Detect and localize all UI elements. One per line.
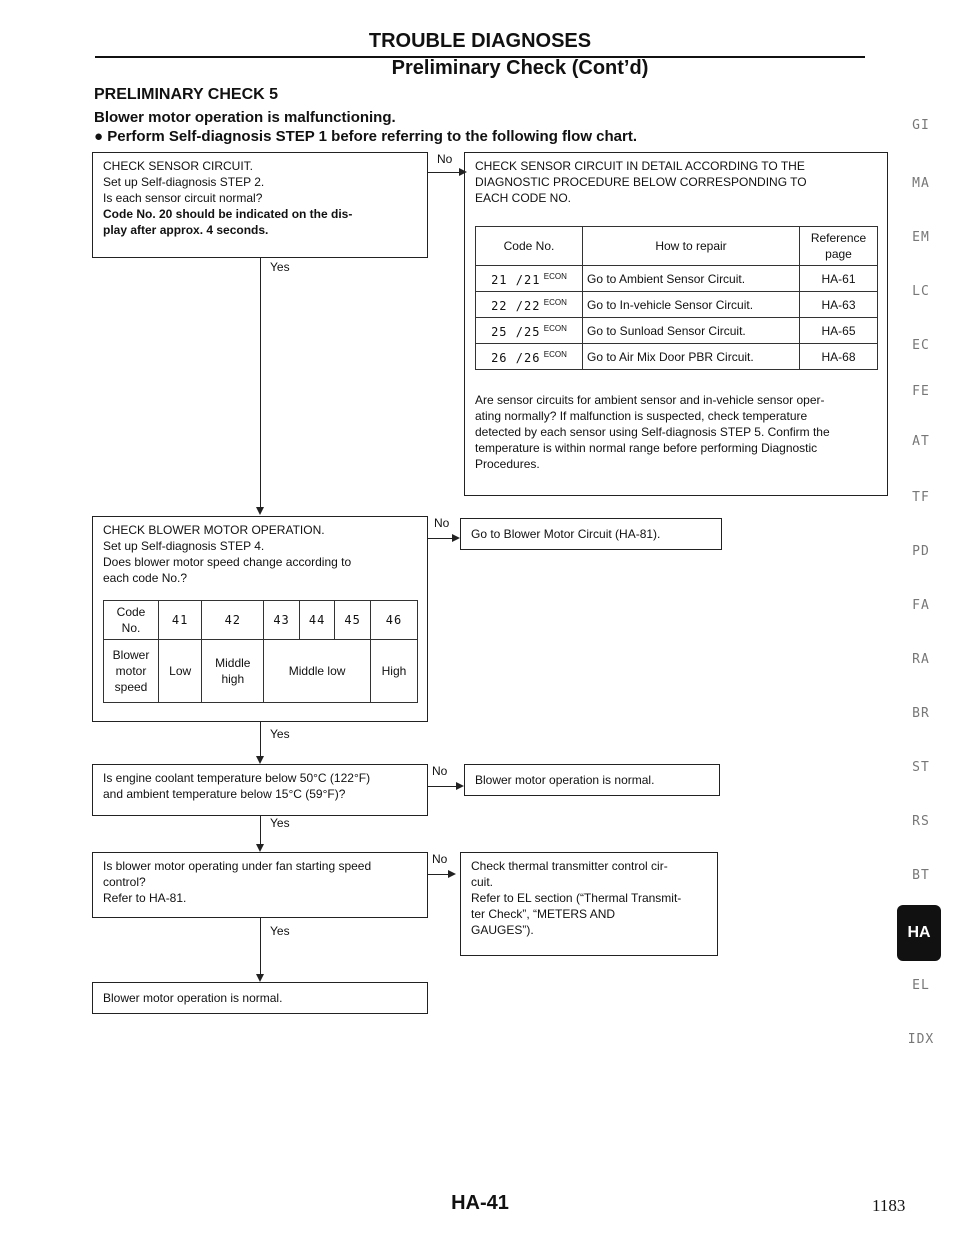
yes-label-4: Yes — [270, 924, 290, 938]
sidebar-tab-st[interactable]: ST — [912, 760, 930, 775]
connector — [260, 722, 261, 758]
intro-line-1: Blower motor operation is malfunctioning. — [94, 109, 396, 126]
connector — [428, 172, 460, 173]
yes-label-2: Yes — [270, 727, 290, 741]
sidebar-tab-fe[interactable]: FE — [912, 384, 930, 399]
sensor-detail-box: CHECK SENSOR CIRCUIT IN DETAIL ACCORDING TO THE DIAGNOSTIC PROCEDURE BELOW CORRESPONDING TO EACH CODE NO. Code No. How to repair Reference page 21 /21 $^{ECON}$ Go to Ambient Sensor Circuit. HA-61 22 /22 $^{ECON}$ Go to In-vehicle Sensor Circuit. HA-63 25 /25 $^{ECON}$ Go to Sunload Sensor Circuit. HA-65 26 /26 $^{ECON}$ Go to Air Mix Door PBR Circuit. HA-68 Are sensor circuits for ambient sensor and in-vehicle sensor oper- ating normally? If malfunction is suspected, check temperature detected by each sensor using Self-diagnosis STEP 5. Confirm the temperature is within normal range before performing Diagnostic Procedures. — [464, 152, 888, 496]
sidebar-tab-fa[interactable]: FA — [912, 598, 930, 613]
sidebar-tab-tf[interactable]: TF — [912, 490, 930, 505]
arrow-right-icon — [448, 870, 456, 878]
arrow-down-icon — [256, 844, 264, 852]
fan-start-control-box: Is blower motor operating under fan starting speed control? Refer to HA-81. — [92, 852, 428, 918]
normal-operation-box-2: Blower motor operation is normal. — [92, 982, 428, 1014]
header-subtitle: Preliminary Check (Cont’d) — [391, 57, 649, 79]
table-row: 22 /22 $^{ECON}$ Go to In-vehicle Sensor Circuit. HA-63 — [476, 292, 878, 318]
table-row: 25 /25 $^{ECON}$ Go to Sunload Sensor Circuit. HA-65 — [476, 318, 878, 344]
sidebar-tab-pd[interactable]: PD — [912, 544, 930, 559]
arrow-right-icon — [456, 782, 464, 790]
header-title: TROUBLE DIAGNOSES — [368, 30, 592, 52]
sidebar-tab-lc[interactable]: LC — [912, 284, 930, 299]
yes-label-1: Yes — [270, 260, 290, 274]
connector — [428, 538, 454, 539]
no-label-2: No — [434, 516, 450, 530]
blower-circuit-box: Go to Blower Motor Circuit (HA-81). — [460, 518, 722, 550]
arrow-down-icon — [256, 756, 264, 764]
intro-line-2: ● Perform Self-diagnosis STEP 1 before referring to the following flow chart. — [94, 128, 638, 145]
sidebar-tab-em[interactable]: EM — [912, 230, 930, 245]
normal-operation-box-1: Blower motor operation is normal. — [464, 764, 720, 796]
connector — [260, 816, 261, 846]
sidebar-tab-gi[interactable]: GI — [912, 118, 930, 133]
page-number: 1183 — [872, 1196, 906, 1215]
page-code: HA-41 — [451, 1192, 509, 1214]
sidebar-tab-rs[interactable]: RS — [912, 814, 930, 829]
sidebar-tab-idx[interactable]: IDX — [907, 1032, 935, 1047]
check-blower-motor-box: CHECK BLOWER MOTOR OPERATION. Set up Self-diagnosis STEP 4. Does blower motor speed change according to each code No.? Code No. 41 42 43 44 45 46 Blower motor speed Low Middle high Middle low High — [92, 516, 428, 722]
sidebar-tab-ec[interactable]: EC — [912, 338, 930, 353]
connector — [428, 874, 450, 875]
yes-label-3: Yes — [270, 816, 290, 830]
no-label-4: No — [432, 852, 448, 866]
sidebar-tab-bt[interactable]: BT — [912, 868, 930, 883]
connector — [260, 918, 261, 976]
arrow-down-icon — [256, 507, 264, 515]
sidebar-tab-el[interactable]: EL — [912, 978, 930, 993]
blower-speed-table: Code No. 41 42 43 44 45 46 Blower motor speed Low Middle high Middle low High — [103, 600, 418, 703]
coolant-temp-box: Is engine coolant temperature below 50°C (122°F) and ambient temperature below 15°C (59°F)? — [92, 764, 428, 816]
sidebar-tab-br[interactable]: BR — [912, 706, 930, 721]
thermal-transmitter-box: Check thermal transmitter control cir- cuit. Refer to EL section (“Thermal Transmit- ter Check”, “METERS AND GAUGES”). — [460, 852, 718, 956]
connector — [260, 258, 261, 508]
no-label-3: No — [432, 764, 448, 778]
sensor-code-table: Code No. How to repair Reference page 21 /21 $^{ECON}$ Go to Ambient Sensor Circuit. HA-61 22 /22 $^{ECON}$ Go to In-vehicle Sensor Circuit. HA-63 25 /25 $^{ECON}$ Go to Sunload Sensor Circuit. HA-65 26 /26 $^{ECON}$ Go to Air Mix Door PBR Circuit. HA-68 — [475, 226, 878, 370]
arrow-right-icon — [452, 534, 460, 542]
connector — [428, 786, 458, 787]
sidebar-tab-at[interactable]: AT — [912, 434, 930, 449]
table-row: 21 /21 $^{ECON}$ Go to Ambient Sensor Circuit. HA-61 — [476, 266, 878, 292]
arrow-down-icon — [256, 974, 264, 982]
check-sensor-circuit-box: CHECK SENSOR CIRCUIT. Set up Self-diagnosis STEP 2. Is each sensor circuit normal? Code No. 20 should be indicated on the dis- play after approx. 4 seconds. — [92, 152, 428, 258]
no-label-1: No — [437, 152, 453, 166]
table-row: 26 /26 $^{ECON}$ Go to Air Mix Door PBR Circuit. HA-68 — [476, 344, 878, 370]
sidebar-tab-ha[interactable]: HA — [897, 905, 941, 961]
sidebar-tab-ma[interactable]: MA — [912, 176, 930, 191]
sensor-note: Are sensor circuits for ambient sensor and in-vehicle sensor oper- ating normally? If malfunction is suspected, check temperature detected by each sensor using Self-diagnosis STEP 5. Confirm the temperature is within normal range before performing Diagnostic Procedures. — [475, 393, 830, 471]
section-title: PRELIMINARY CHECK 5 — [94, 86, 279, 103]
sidebar-tab-ra[interactable]: RA — [912, 652, 930, 667]
